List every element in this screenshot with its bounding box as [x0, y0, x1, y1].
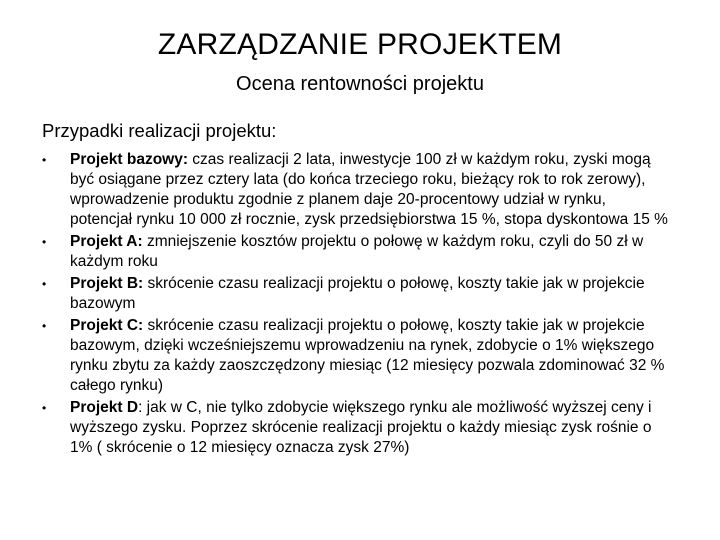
bullet-icon: •: [42, 319, 47, 333]
case-text: skrócenie czasu realizacji projektu o połowę, koszty takie jak w projekcie bazowym: [70, 275, 645, 312]
case-item-b: [42, 274, 672, 314]
section-heading: Przypadki realizacji projektu:: [42, 120, 277, 141]
bullet-icon: •: [42, 401, 47, 415]
case-item-c: [42, 316, 672, 396]
case-lead: Projekt A:: [70, 233, 143, 250]
case-lead: Projekt D: [70, 399, 139, 416]
case-text: : jak w C, nie tylko zdobycie większego rynku ale możliwość wyższej ceny i wyższego zysku. Poprzez skrócenie realizacji projektu o każdy miesiąc zysk rośnie o 1% ( skrócenie o 12 miesięcy oznacza zysk 27%): [70, 399, 652, 456]
case-item-base: [42, 150, 672, 230]
case-lead: Projekt bazowy:: [70, 151, 188, 168]
case-lead: Projekt C:: [70, 317, 144, 334]
case-text: czas realizacji 2 lata, inwestycje 100 zł w każdym roku, zyski mogą być osiągane przez cztery lata (do końca trzeciego roku, bieżący rok to rok zerowy), wprowadzenie produktu zgodnie z planem daje 20-procentowy udział w rynku, potencjał rynku 10 000 zł rocznie, zysk przedsiębiorstwa 15 %, stopa dyskontowa 15 %: [70, 151, 668, 228]
case-lead: Projekt B:: [70, 275, 144, 292]
case-text: zmniejszenie kosztów projektu o połowę w każdym roku, czyli do 50 zł w każdym roku: [70, 233, 644, 270]
slide-subtitle: Ocena rentowności projektu: [236, 73, 484, 95]
bullet-icon: •: [42, 235, 47, 249]
case-text: skrócenie czasu realizacji projektu o połowę, koszty takie jak w projekcie bazowym, dzięki wcześniejszemu wprowadzeniu na rynek, zdobycie o 1% większego rynku zbytu za każdy zaoszczędzony miesiąc (12 miesięcy pozwala zdominować 32 % całego rynku): [70, 317, 665, 394]
bullet-icon: •: [42, 153, 47, 167]
bullet-icon: •: [42, 277, 47, 291]
case-item-d: [42, 398, 672, 458]
case-list: [42, 150, 672, 460]
case-item-a: [42, 232, 672, 272]
slide-title: ZARZĄDZANIE PROJEKTEM: [157, 28, 563, 61]
